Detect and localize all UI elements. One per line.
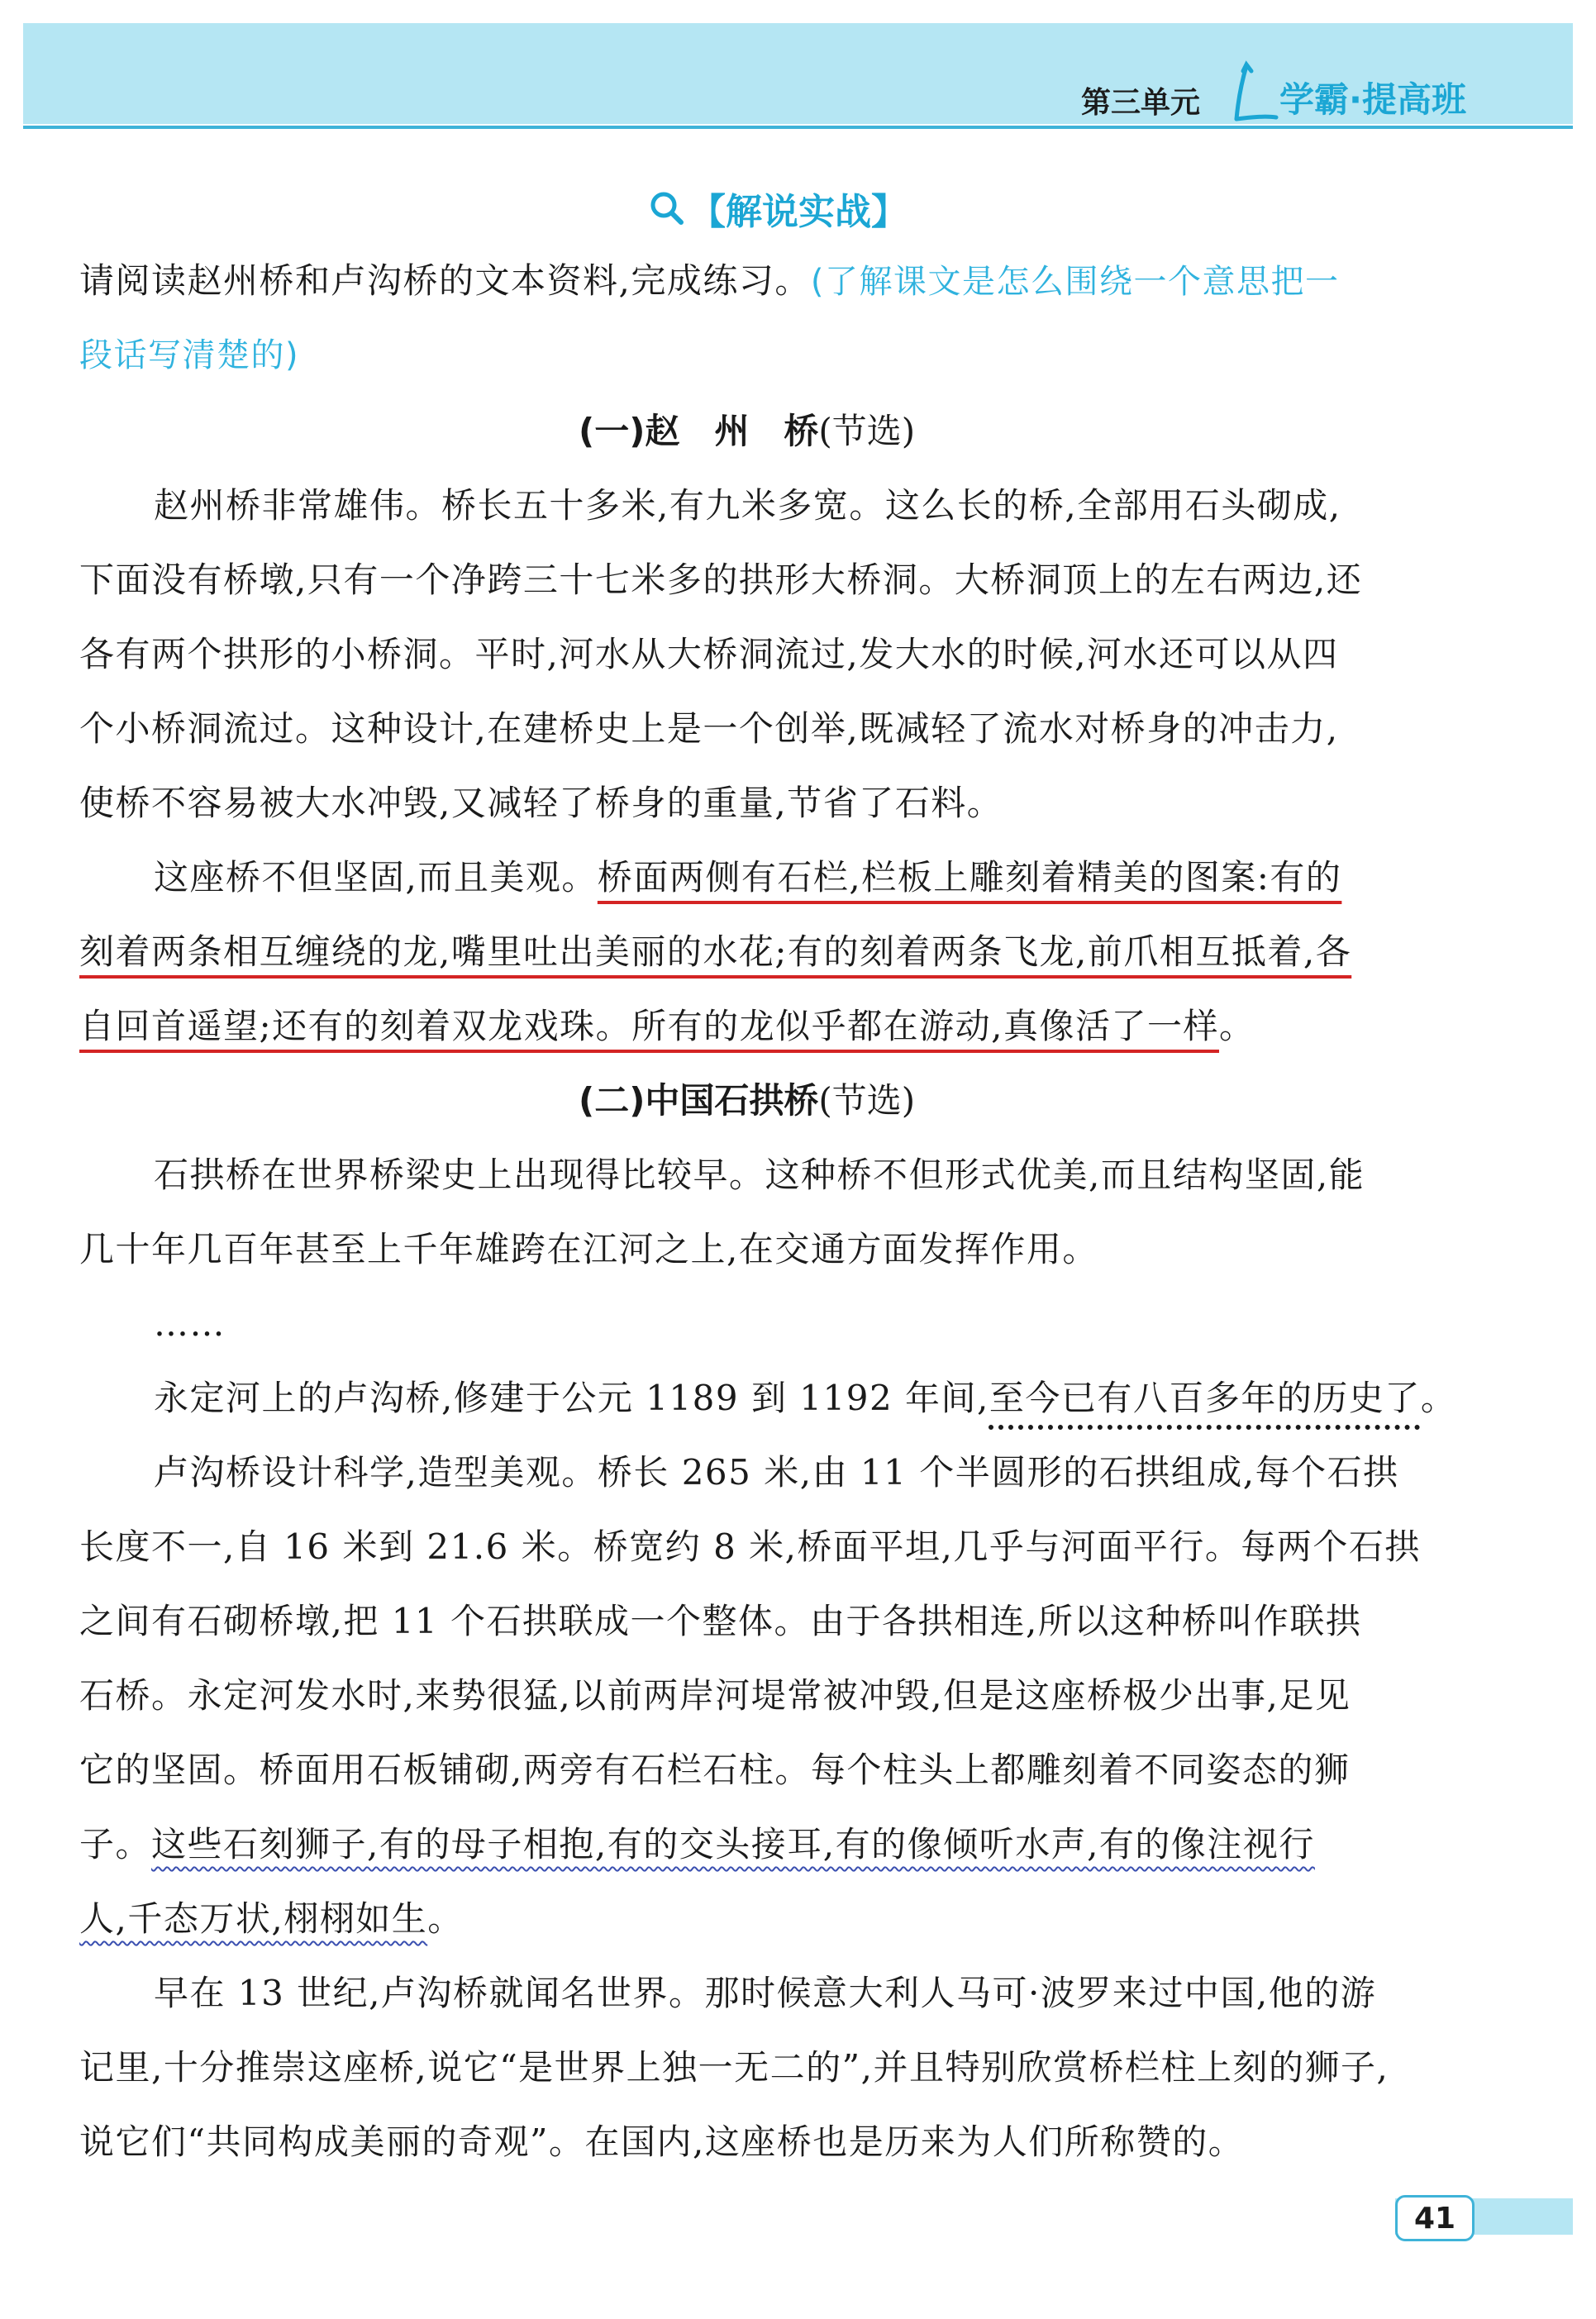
text1-title <box>579 407 915 456</box>
text2-p2-line <box>154 1374 1456 1423</box>
header-divider <box>23 126 1573 129</box>
text2-p4-line: 早在 13 世纪,卢沟桥就闻名世界。那时候意大利人马可·波罗来过中国,他的游 <box>154 1973 1377 2013</box>
text2-p4-line: 记里,十分推崇这座桥,说它“是世界上独一无二的”,并且特别欣赏桥栏柱上刻的狮子, <box>79 2047 1389 2088</box>
text1-p1-line: 各有两个拱形的小桥洞。平时,河水从大桥洞流过,发大水的时候,河水还可以从四 <box>79 634 1339 674</box>
intro-text: 请阅读赵州桥和卢沟桥的文本资料,完成练习。 <box>79 260 811 301</box>
wavy-underlined-text: 人,千态万状,栩栩如生 <box>79 1898 428 1939</box>
text2-p2-start: 永定河上的卢沟桥,修建于公元 1189 到 1192 年间, <box>154 1378 989 1418</box>
text2-title-note: (节选) <box>818 1080 916 1121</box>
section-heading <box>648 182 908 235</box>
text1-p2-line-2 <box>79 927 1351 977</box>
text1-title-note: (节选) <box>818 411 916 451</box>
text2-p3-line-6 <box>79 1820 1315 1869</box>
text2-p1-line: 几十年几百年甚至上千年雄跨在江河之上,在交通方面发挥作用。 <box>79 1229 1098 1269</box>
text2-p3-line: 之间有石砌桥墩,把 11 个石拱联成一个整体。由于各拱相连,所以这种桥叫作联拱 <box>79 1601 1362 1641</box>
text1-p1-line: 赵州桥非常雄伟。桥长五十多米,有九米多宽。这么长的桥,全部用石头砌成, <box>154 485 1341 526</box>
text2-p2-end: 。 <box>1420 1378 1457 1418</box>
text2-p3-line-7 <box>79 1894 464 1944</box>
red-underlined-text: 自回首遥望;还有的刻着双龙戏珠。所有的龙似乎都在游动,真像活了一样 <box>79 1006 1220 1046</box>
text1-title-text: (一)赵 州 桥 <box>579 411 819 451</box>
text2-p3-line: 长度不一,自 16 米到 21.6 米。桥宽约 8 米,桥面平坦,几乎与河面平行。每两个石拱 <box>79 1526 1421 1567</box>
text1-p1-line: 个小桥洞流过。这种设计,在建桥史上是一个创举,既减轻了流水对桥身的冲击力, <box>79 708 1339 749</box>
text2-p4-line: 说它们“共同构成美丽的奇观”。在国内,这座桥也是历来为人们所称赞的。 <box>79 2121 1245 2162</box>
text2-p1-line: 石拱桥在世界桥梁史上出现得比较早。这种桥不但形式优美,而且结构坚固,能 <box>154 1155 1365 1195</box>
text1-p1-line: 使桥不容易被大水冲毁,又减轻了桥身的重量,节省了石料。 <box>79 783 1003 823</box>
intro-hint-1: (了解课文是怎么围绕一个意思把一 <box>810 263 1340 301</box>
text2-title <box>579 1076 915 1126</box>
text2-p3-line: 它的坚固。桥面用石板铺砌,两旁有石栏石柱。每个柱头上都雕刻着不同姿态的狮 <box>79 1750 1351 1790</box>
brand-swoosh-icon <box>1230 60 1279 126</box>
wavy-underlined-text: 这些石刻狮子,有的母子相抱,有的交头接耳,有的像倾听水声,有的像注视行 <box>151 1824 1315 1864</box>
text2-p3-line: 石桥。永定河发水时,来势很猛,以前两岸河堤常被冲毁,但是这座桥极少出事,足见 <box>79 1675 1351 1716</box>
brand-label: 学霸·提高班 <box>1279 79 1466 120</box>
text2-title-text: (二)中国石拱桥 <box>579 1080 819 1121</box>
dotted-emphasis-text: 至今已有八百多年的历史了 <box>989 1378 1421 1418</box>
page-number: 41 <box>1395 2195 1475 2241</box>
text1-p2-end: 。 <box>1219 1006 1255 1046</box>
intro-line-1 <box>79 256 1339 307</box>
intro-hint-2: 段话写清楚的) <box>79 336 300 374</box>
text1-p2-line-3 <box>79 1002 1255 1051</box>
text1-p1-line: 下面没有桥墩,只有一个净跨三十七米多的拱形大桥洞。大桥洞顶上的左右两边,还 <box>79 560 1363 600</box>
text1-p2-start: 这座桥不但坚固,而且美观。 <box>154 857 598 898</box>
text2-ellipsis: …… <box>154 1303 226 1344</box>
red-underlined-text: 刻着两条相互缠绕的龙,嘴里吐出美丽的水花;有的刻着两条飞龙,前爪相互抵着,各 <box>79 931 1352 972</box>
red-underlined-text: 桥面两侧有石栏,栏板上雕刻着精美的图案:有的 <box>597 857 1342 898</box>
text1-p2-line-1 <box>154 853 1341 902</box>
section-title: 【解说实战】 <box>689 191 908 233</box>
unit-label: 第三单元 <box>1081 86 1201 120</box>
text2-p3-l6-start: 子。 <box>79 1824 152 1864</box>
text2-p3-l7-end: 。 <box>427 1898 464 1939</box>
text2-p3-line: 卢沟桥设计科学,造型美观。桥长 265 米,由 11 个半圆形的石拱组成,每个石拱 <box>154 1452 1399 1493</box>
magnifier-icon <box>648 189 686 227</box>
